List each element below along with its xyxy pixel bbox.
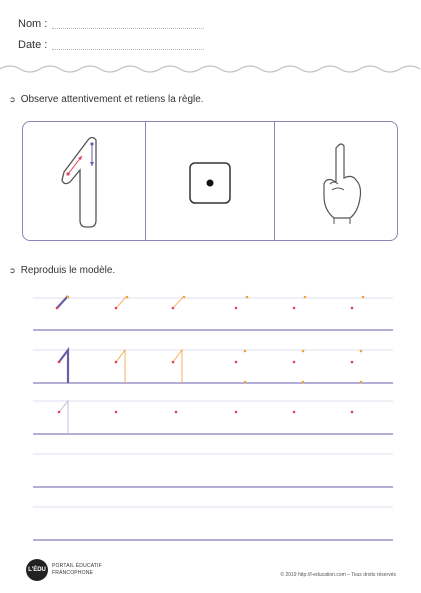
reproduce-instruction: [9, 265, 115, 276]
date-label: Date :: [18, 39, 48, 51]
edu-logo: L'ÉDU: [26, 559, 48, 581]
practice-row: [33, 454, 393, 487]
name-field[interactable]: [52, 28, 204, 29]
panel-divider: [145, 121, 146, 241]
practice-row: [33, 507, 393, 540]
reproduce-instruction-text: Reproduis le modèle.: [20, 265, 116, 276]
panel-divider: [274, 121, 275, 241]
writing-practice-area: [0, 288, 421, 548]
logo-line-1: PORTAIL ÉDUCATIF: [52, 563, 102, 569]
dice-one-icon: [188, 161, 232, 205]
logo-tagline: [52, 563, 102, 577]
logo-line-2: FRANCOPHONE: [52, 570, 94, 576]
observe-instruction: [9, 94, 204, 105]
name-label: Nom :: [18, 18, 48, 30]
date-field[interactable]: [52, 49, 204, 50]
bullet-arrow-icon: ➲: [9, 95, 16, 104]
practice-row: [33, 296, 393, 330]
practice-row: [33, 401, 393, 434]
bullet-arrow-icon: ➲: [9, 266, 16, 275]
hand-one-finger-icon: [316, 140, 366, 225]
observe-instruction-text: Observe attentivement et retiens la règle.: [20, 94, 204, 105]
wavy-divider: [0, 62, 421, 76]
number-one-tracing-icon: [50, 130, 110, 230]
practice-row: [33, 350, 393, 384]
copyright-text: © 2019 http://l-education.com – Tous droits réservés: [280, 572, 396, 578]
